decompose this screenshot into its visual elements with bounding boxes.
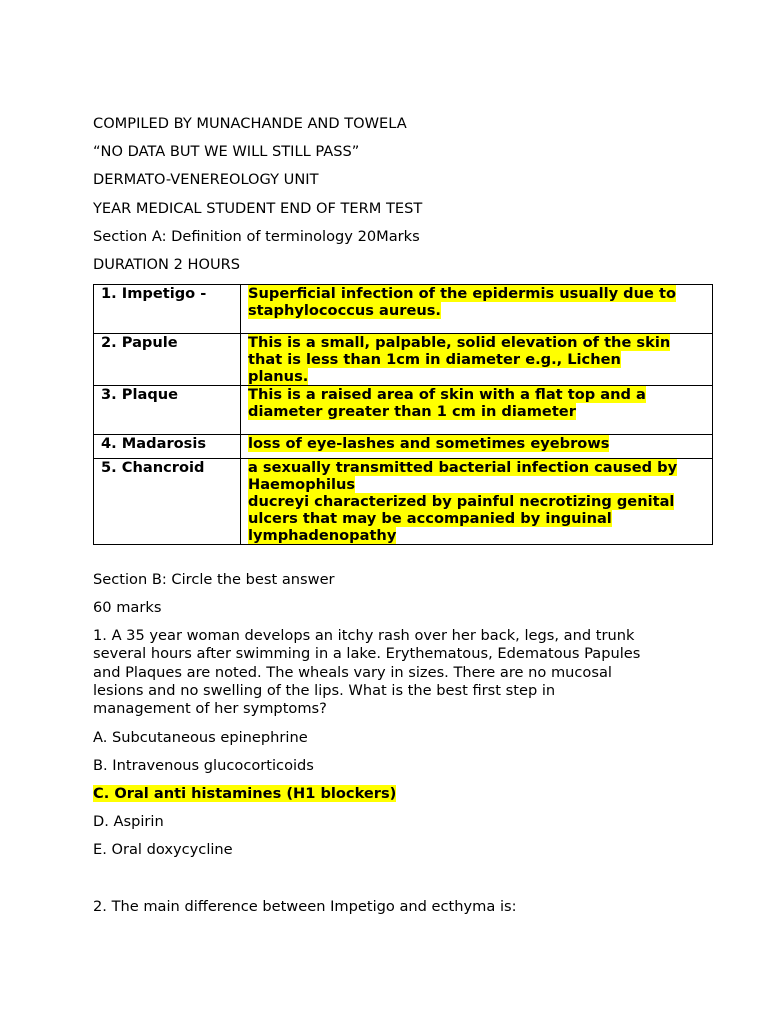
definition-line: staphylococcus aureus.: [248, 302, 441, 319]
definition-line: Superficial infection of the epidermis usually due to: [248, 285, 677, 302]
compiled-by-line: COMPILED BY MUNACHANDE AND TOWELA: [93, 115, 407, 132]
duration-line: DURATION 2 HOURS: [93, 256, 241, 273]
term-cell: [94, 386, 241, 435]
question-1-stem: [93, 627, 713, 718]
definition-line: planus.: [248, 368, 309, 385]
term-label: 5. Chancroid: [101, 459, 205, 476]
table-row: [94, 334, 713, 386]
table-row: [94, 386, 713, 435]
definition-line: Haemophilus: [248, 476, 356, 493]
definition-line: ulcers that may be accompanied by inguinal: [248, 510, 612, 527]
table-row: [94, 459, 713, 545]
definition-line: lymphadenopathy: [248, 527, 397, 544]
definition-line: a sexually transmitted bacterial infection caused by: [248, 459, 678, 476]
term-label: 4. Madarosis: [101, 435, 207, 452]
definition-line: This is a small, palpable, solid elevation of the skin: [248, 334, 671, 351]
question-line: 1. A 35 year woman develops an itchy rash over her back, legs, and trunk: [93, 627, 635, 644]
definition-cell: [241, 435, 713, 459]
definition-line: diameter greater than 1 cm in diameter: [248, 403, 576, 420]
definition-line: loss of eye-lashes and sometimes eyebrows: [248, 435, 610, 452]
test-line: YEAR MEDICAL STUDENT END OF TERM TEST: [93, 200, 423, 217]
section-a-heading: Section A: Definition of terminology 20Marks: [93, 228, 420, 245]
definition-line: that is less than 1cm in diameter e.g., Lichen: [248, 351, 621, 368]
term-label: 3. Plaque: [101, 386, 179, 403]
table-row: [94, 435, 713, 459]
definition-cell: [241, 459, 713, 545]
question-line: several hours after swimming in a lake. Erythematous, Edematous Papules: [93, 645, 641, 663]
definition-line: This is a raised area of skin with a flat top and a: [248, 386, 646, 403]
definition-cell: [241, 285, 713, 334]
question-line: management of her symptoms?: [93, 700, 327, 718]
term-cell: [94, 334, 241, 386]
section-b-heading: Section B: Circle the best answer: [93, 571, 335, 588]
motto-line: “NO DATA BUT WE WILL STILL PASS”: [93, 143, 360, 160]
definition-cell: [241, 334, 713, 386]
term-cell: [94, 459, 241, 545]
term-label: 1. Impetigo -: [101, 285, 207, 302]
question-line: and Plaques are noted. The wheals vary in sizes. There are no mucosal: [93, 663, 612, 681]
question-line: lesions and no swelling of the lips. What is the best first step in: [93, 681, 556, 699]
term-cell: [94, 285, 241, 334]
definition-line: ducreyi characterized by painful necrotizing genital: [248, 493, 675, 510]
option-c-answer: [93, 785, 396, 803]
option-c-text: C. Oral anti histamines (H1 blockers): [93, 785, 397, 802]
term-cell: [94, 435, 241, 459]
option-d: D. Aspirin: [93, 813, 164, 830]
section-b-marks: 60 marks: [93, 599, 162, 616]
terminology-table: [93, 284, 713, 545]
question-2-stem: 2. The main difference between Impetigo and ecthyma is:: [93, 898, 517, 915]
definition-cell: [241, 386, 713, 435]
term-label: 2. Papule: [101, 334, 178, 351]
option-e: E. Oral doxycycline: [93, 841, 233, 858]
option-a: A. Subcutaneous epinephrine: [93, 729, 308, 746]
table-row: [94, 285, 713, 334]
unit-line: DERMATO-VENEREOLOGY UNIT: [93, 171, 319, 188]
option-b: B. Intravenous glucocorticoids: [93, 757, 314, 774]
